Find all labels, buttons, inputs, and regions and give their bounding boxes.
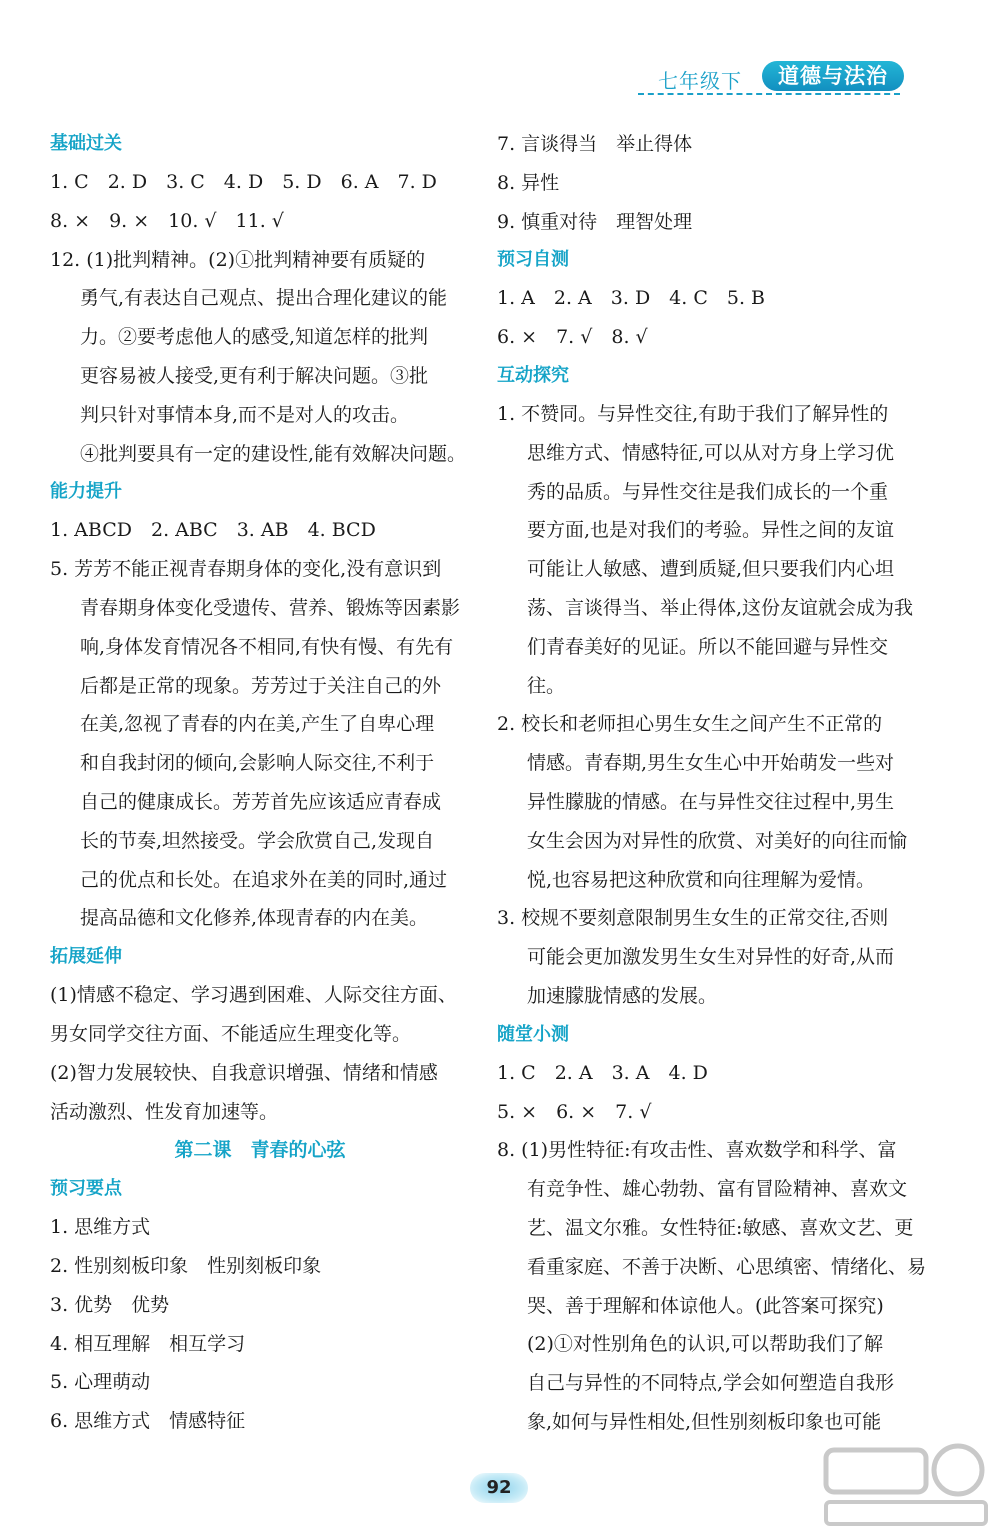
section-heading: 基础过关: [50, 133, 122, 154]
answer-line-continuation: 情感。青春期,男生女生心中开始萌发一些对: [527, 752, 895, 775]
page-header: [620, 55, 910, 105]
answer-line-continuation: 要方面,也是对我们的考验。异性之间的友谊: [527, 519, 895, 542]
section-heading: 互动探究: [497, 364, 569, 386]
answer-line: 7. 言谈得当 举止得体: [497, 133, 693, 155]
answer-line-continuation: 可能让人敏感、遭到质疑,但只要我们内心坦: [527, 558, 895, 581]
answer-line: 3. 优势 优势: [50, 1293, 170, 1316]
answer-line: 5. × 6. × 7. √: [497, 1100, 652, 1123]
answer-line: 5. 芳芳不能正视青春期身体的变化,没有意识到: [50, 558, 442, 581]
answer-line-continuation: 勇气,有表达自己观点、提出合理化建议的能: [80, 287, 448, 310]
answer-line-continuation: 秀的品质。与异性交往是我们成长的一个重: [527, 480, 889, 503]
answer-line: (2)智力发展较快、自我意识增强、情绪和情感: [50, 1061, 438, 1084]
answer-line: 8. (1)男性特征:有攻击性、喜欢数学和科学、富: [497, 1139, 897, 1162]
answer-line: 1. 思维方式: [50, 1216, 151, 1239]
answer-line-continuation: 长的节奏,坦然接受。学会欣赏自己,发现自: [80, 829, 435, 852]
answer-line-continuation: (2)①对性别角色的认识,可以帮助我们了解: [527, 1333, 883, 1356]
answer-line: 8. × 9. × 10. √ 11. √: [50, 209, 284, 232]
answer-line: 6. 思维方式 情感特征: [50, 1410, 246, 1433]
section-heading: 能力提升: [50, 481, 122, 503]
answer-line-continuation: 艺、温文尔雅。女性特征:敏感、喜欢文艺、更: [527, 1216, 914, 1239]
answer-line: (1)情感不稳定、学习遇到困难、人际交往方面、: [50, 984, 457, 1007]
answer-line-continuation: 自己与异性的不同特点,学会如何塑造自我形: [527, 1372, 895, 1395]
answer-line: 2. 性别刻板印象 性别刻板印象: [50, 1254, 322, 1277]
answer-line: 8. 异性: [497, 171, 560, 194]
grade-label: 七年级下: [658, 69, 742, 93]
answer-line-continuation: 自己的健康成长。芳芳首先应该适应青春成: [80, 790, 442, 813]
header-divider: [638, 93, 900, 95]
answer-line: 1. 不赞同。与异性交往,有助于我们了解异性的: [497, 402, 889, 425]
answer-line-continuation: 哭、善于理解和体谅他人。(此答案可探究): [527, 1294, 884, 1317]
answer-line-continuation: 荡、言谈得当、举止得体,这份友谊就会成为我: [527, 596, 914, 619]
answer-line-continuation: 看重家庭、不善于决断、心思缜密、情绪化、易: [527, 1255, 927, 1278]
left-column: [50, 125, 470, 1441]
answer-line-continuation: ④批判要具有一定的建设性,能有效解决问题。: [80, 442, 467, 465]
answer-line: 6. × 7. √ 8. √: [497, 326, 648, 349]
answer-line-continuation: 青春期身体变化受遗传、营养、锻炼等因素影: [80, 596, 461, 619]
section-heading: 预习自测: [497, 249, 569, 271]
watermark-logo: [818, 1440, 990, 1530]
answer-line-continuation: 异性朦胧的情感。在与异性交往过程中,男生: [527, 790, 895, 813]
page-number: 92: [470, 1473, 528, 1503]
section-heading: 随堂小测: [497, 1023, 569, 1045]
right-column: [497, 125, 927, 1442]
answer-line: 1. ABCD 2. ABC 3. AB 4. BCD: [50, 519, 376, 542]
answer-line: 9. 慎重对待 理智处理: [497, 210, 693, 233]
answer-line: 活动激烈、性发育加速等。: [50, 1100, 279, 1123]
answer-line-continuation: 力。②要考虑他人的感受,知道怎样的批判: [80, 326, 429, 349]
answer-line: 12. (1)批判精神。(2)①批判精神要有质疑的: [50, 248, 426, 271]
answer-line-continuation: 悦,也容易把这种欣赏和向往理解为爱情。: [527, 868, 876, 891]
section-heading: 预习要点: [50, 1178, 122, 1200]
answer-line-continuation: 更容易被人接受,更有利于解决问题。③批: [80, 364, 429, 387]
answer-line-continuation: 有竞争性、雄心勃勃、富有冒险精神、喜欢文: [527, 1178, 908, 1201]
answer-line: 5. 心理萌动: [50, 1371, 151, 1394]
answer-line: 4. 相互理解 相互学习: [50, 1332, 246, 1355]
answer-line-continuation: 在美,忽视了青春的内在美,产生了自卑心理: [80, 713, 435, 736]
answer-line: 1. C 2. D 3. C 4. D 5. D 6. A 7. D: [50, 171, 437, 193]
answer-line-continuation: 们青春美好的见证。所以不能回避与异性交: [527, 635, 889, 658]
answer-line: 1. C 2. A 3. A 4. D: [497, 1061, 708, 1084]
answer-line-continuation: 己的优点和长处。在追求外在美的同时,通过: [80, 868, 448, 891]
answer-line: 男女同学交往方面、不能适应生理变化等。: [50, 1022, 412, 1045]
answer-line-continuation: 女生会因为对异性的欣赏、对美好的向往而愉: [527, 829, 908, 852]
answer-line: 1. A 2. A 3. D 4. C 5. B: [497, 287, 766, 310]
answer-line-continuation: 后都是正常的现象。芳芳过于关注自己的外: [80, 674, 442, 697]
answer-line-continuation: 思维方式、情感特征,可以从对方身上学习优: [527, 441, 895, 464]
subject-badge: 道德与法治: [762, 61, 904, 91]
lesson-title: 第二课 青春的心弦: [174, 1139, 346, 1162]
answer-line-continuation: 象,如何与异性相处,但性别刻板印象也可能: [527, 1410, 882, 1433]
answer-line-continuation: 加速朦胧情感的发展。: [527, 984, 718, 1007]
answer-line-continuation: 往。: [527, 674, 566, 697]
answer-line-continuation: 判只针对事情本身,而不是对人的攻击。: [80, 403, 410, 426]
answer-line: 2. 校长和老师担心男生女生之间产生不正常的: [497, 713, 883, 736]
answer-line-continuation: 提高品德和文化修养,体现青春的内在美。: [80, 907, 429, 930]
answer-line-continuation: 和自我封闭的倾向,会影响人际交往,不利于: [80, 752, 435, 775]
section-heading: 拓展延伸: [50, 946, 122, 968]
answer-line: 3. 校规不要刻意限制男生女生的正常交往,否则: [497, 907, 889, 930]
answer-line-continuation: 响,身体发育情况各不相同,有快有慢、有先有: [80, 635, 454, 658]
answer-line-continuation: 可能会更加激发男生女生对异性的好奇,从而: [527, 946, 895, 969]
